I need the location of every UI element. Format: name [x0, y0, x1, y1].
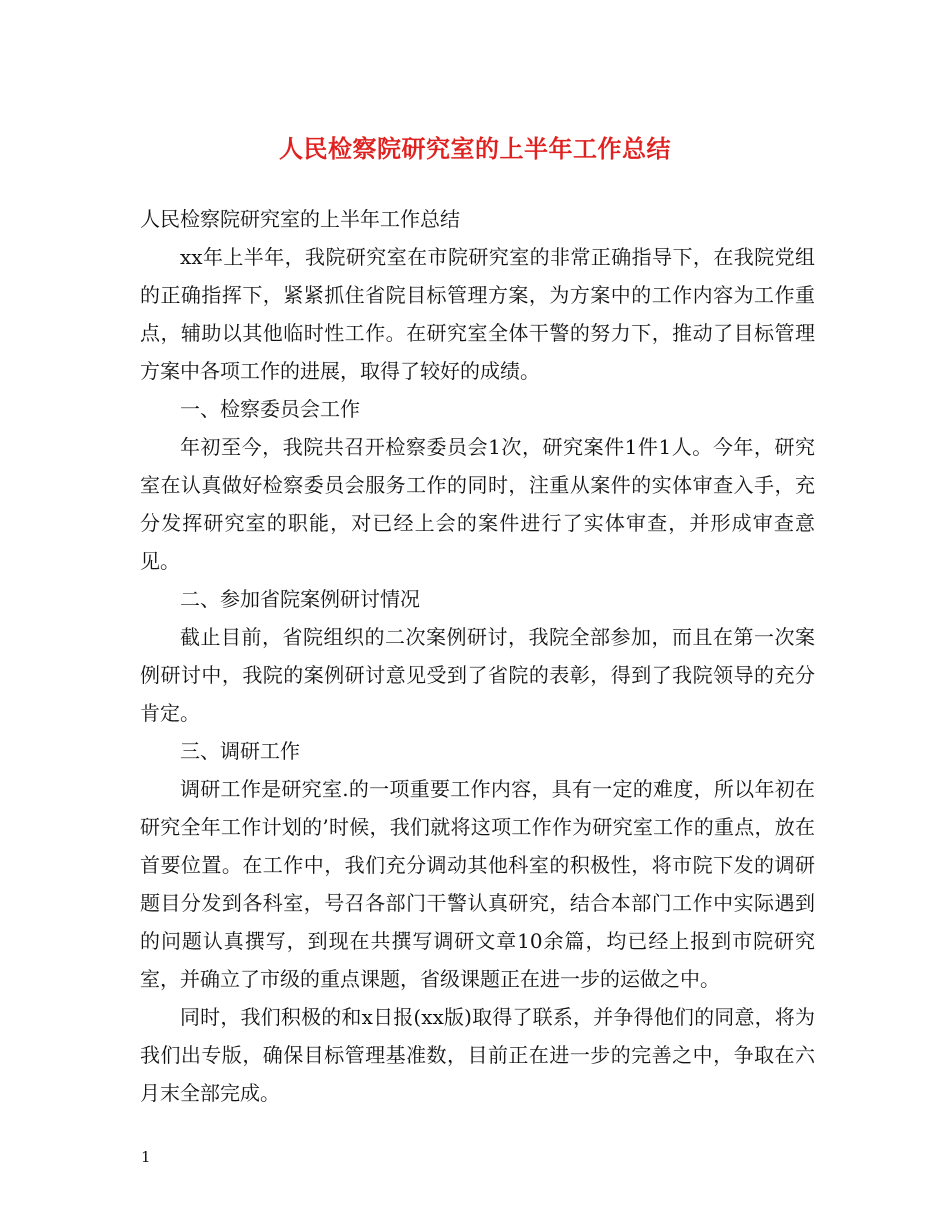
document-body — [140, 200, 815, 1112]
paragraph-section-3: 调研工作是研究室.的一项重要工作内容，具有一定的难度，所以年初在研究全年工作计划的’时候，我们就将这项工作作为研究室工作的重点，放在首要位置。在工作中，我们充分调动其他科室的积极性，将市院下发的调研题目分发到各科室，号召各部门干警认真研究，结合本部门工作中实际遇到的问题认真撰写，到现在共撰写调研文章10余篇，均已经上报到市院研究室，并确立了市级的重点课题，省级课题正在进一步的运做之中。 — [140, 777, 815, 991]
page-number: 1 — [141, 1148, 151, 1166]
document-title: 人民检察院研究室的上半年工作总结 — [279, 134, 671, 163]
paragraph-section-1: 年初至今，我院共召开检察委员会1次，研究案件1件1人。今年，研究室在认真做好检察委员会服务工作的同时，注重从案件的实体审查入手，充分发挥研究室的职能，对已经上会的案件进行了实体审查，并形成审查意见。 — [140, 435, 815, 573]
section-heading-2: 二、参加省院案例研讨情况 — [180, 587, 420, 611]
paragraph-section-3b: 同时，我们积极的和x日报(xx版)取得了联系，并争得他们的同意，将为我们出专版，确保目标管理基准数，目前正在进一步的完善之中，争取在六月末全部完成。 — [140, 1005, 815, 1105]
paragraph-section-2: 截止目前，省院组织的二次案例研讨，我院全部参加，而且在第一次案例研讨中，我院的案例研讨意见受到了省院的表彰，得到了我院领导的充分肯定。 — [140, 625, 815, 725]
paragraph-intro: xx年上半年，我院研究室在市院研究室的非常正确指导下，在我院党组的正确指挥下，紧紧抓住省院目标管理方案，为方案中的工作内容为工作重点，辅助以其他临时性工作。在研究室全体干警的努力下，推动了目标管理方案中各项工作的进展，取得了较好的成绩。 — [140, 245, 815, 383]
section-heading-3: 三、调研工作 — [180, 739, 300, 763]
paragraph-heading-line: 人民检察院研究室的上半年工作总结 — [140, 207, 460, 231]
section-heading-1: 一、检察委员会工作 — [180, 397, 360, 421]
